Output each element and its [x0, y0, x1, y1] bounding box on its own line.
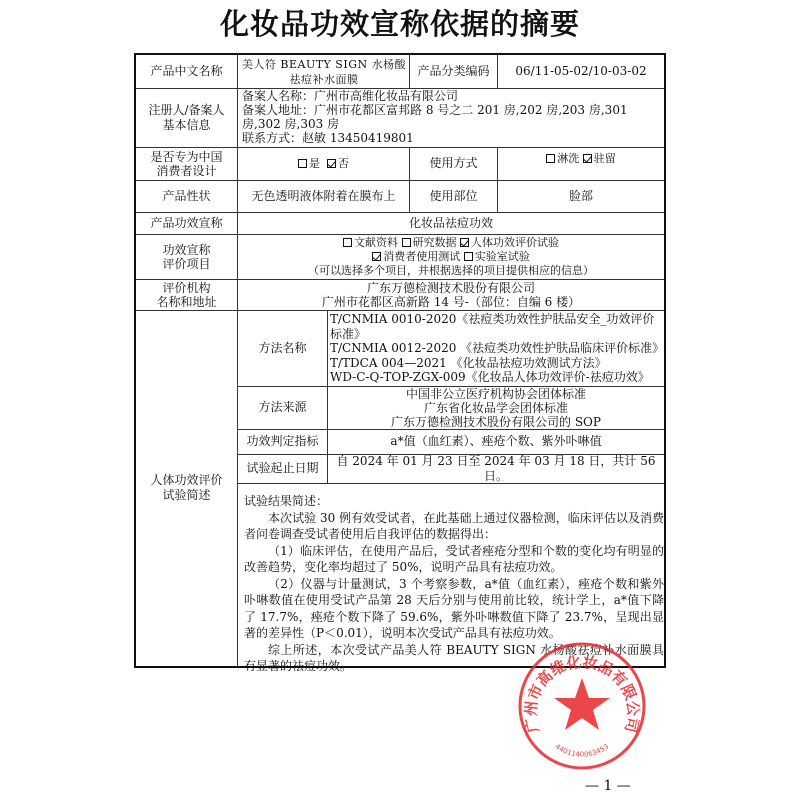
- value-product-form: 无色透明液体附着在膜布上: [251, 188, 396, 203]
- method-source-item: 中国非公立医疗机构协会团体标准: [405, 386, 586, 401]
- label-category-code: 产品分类编码: [417, 64, 490, 78]
- label-usage-method: 使用方式: [429, 156, 478, 170]
- label-human-trial-line1: 人体功效评价: [150, 473, 223, 487]
- label-china-design-line1: 是否专为中国: [150, 149, 223, 164]
- value-indicators: a*值（血红素）、痤疮个数、紫外卟啉值: [390, 434, 602, 448]
- checkbox-research-data[interactable]: [402, 236, 457, 249]
- checkbox-empty-icon: [402, 238, 411, 247]
- checkbox-human-trial[interactable]: [460, 236, 559, 249]
- checkbox-yes-label: 是: [309, 157, 320, 170]
- registrant-contact: 联系方式：赵敏 13450419801: [242, 131, 414, 145]
- method-source-list: [328, 386, 664, 429]
- evaluation-items-options: [238, 234, 664, 279]
- label-human-trial-line2: 试验简述: [162, 488, 211, 502]
- method-source-item: 广东省化妆品学会团体标准: [423, 400, 568, 415]
- checkbox-research-data-label: 研究数据: [412, 235, 457, 249]
- registrant-info: [242, 89, 662, 147]
- label-product-form: 产品性状: [162, 188, 211, 203]
- label-evaluation-items: [136, 234, 237, 279]
- value-efficacy-claim: 化妆品祛痘功效: [408, 215, 493, 230]
- value-product-name: 美人符 BEAUTY SIGN 水杨酸祛痘补水面膜: [241, 57, 407, 86]
- label-method-source: 方法来源: [258, 400, 307, 414]
- summary-paragraph: （2）仪器与计量测试，3 个考察参数，a*值（血红素），痤疮个数和紫外卟啉数值在使用受试产品第 28 天后分别与使用前比较，统计学上，a*值下降了 17.7%，痤疮个数下降了 59.6%，紫外卟啉数值下降了 23.7%，呈现出显著的差异性（P＜0.01），说明本次受试产品具有祛痘功效。: [244, 576, 664, 640]
- checkbox-empty-icon: [298, 159, 307, 168]
- method-name-item: WD-C-Q-TOP-ZGX-009《化妆品人体功效评价-祛痘功效》: [330, 370, 650, 385]
- label-institution-line1: 评价机构: [162, 280, 211, 295]
- label-registrant-line1: 注册人/备案人: [148, 102, 225, 117]
- label-institution: [136, 279, 237, 310]
- method-name-item: T/CNMIA 0010-2020《祛痘类功效性护肤品安全_功效评价标准》: [330, 312, 655, 341]
- checkbox-empty-icon: [546, 154, 555, 163]
- institution-info: [238, 279, 664, 310]
- label-china-design-line2: 消费者设计: [156, 163, 217, 178]
- svg-text:4401140063453: 4401140063453: [553, 742, 611, 759]
- checkbox-human-trial-label: 人体功效评价试验: [471, 235, 559, 249]
- checkbox-no-label: 否: [338, 157, 349, 170]
- checkbox-checked-icon: [372, 252, 381, 261]
- label-china-design: [136, 147, 237, 180]
- label-test-dates: 试验起止日期: [246, 461, 319, 475]
- label-indicators: 功效判定指标: [246, 434, 319, 448]
- label-registrant-line2: 基本信息: [162, 117, 211, 132]
- summary-paragraph: 综上所述，本次受试产品美人符 BEAUTY SIGN 水杨酸祛痘补水面膜具有显著的祛痘功效。: [244, 642, 664, 673]
- checkbox-consumer-test-label: 消费者使用测试: [383, 249, 461, 263]
- checkbox-checked-icon: [327, 159, 336, 168]
- summary-paragraph: （1）临床评估，在使用产品后，受试者痤疮分型和个数的变化均有明显的改善趋势，变化率均超过了 50%，说明产品具有祛痘功效。: [244, 543, 664, 574]
- label-usage-site: 使用部位: [429, 188, 478, 203]
- checkbox-empty-icon: [343, 238, 352, 247]
- label-method-name: 方法名称: [258, 340, 307, 355]
- checkbox-no[interactable]: [327, 156, 349, 171]
- checkbox-literature[interactable]: [343, 236, 398, 249]
- summary-table: [134, 53, 666, 673]
- label-product-name: 产品中文名称: [150, 64, 223, 78]
- evaluation-items-note: （可以选择多个项目，并根据选择的项目提供相应的信息）: [308, 263, 594, 277]
- label-efficacy-claim: 产品功效宣称: [150, 215, 223, 230]
- label-evaluation-items-line1: 功效宣称: [162, 242, 211, 257]
- company-seal-icon: [516, 640, 648, 772]
- summary-paragraph: 本次试验 30 例有效受试者，在此基础上通过仪器检测，临床评估以及消费者问卷调查受试者使用后自我评估的数据得出：: [244, 510, 664, 541]
- label-human-trial: [136, 310, 237, 666]
- institution-address: 广州市花都区高新路 14 号-（部位：自编 6 楼）: [321, 294, 581, 309]
- label-registrant: [136, 88, 237, 147]
- checkbox-literature-label: 文献资料: [354, 235, 398, 249]
- china-design-options: [238, 147, 409, 180]
- label-institution-line2: 名称和地址: [156, 294, 217, 309]
- document-title: 化妆品功效宣称依据的摘要: [219, 7, 580, 41]
- checkbox-rinse-off-label: 淋洗: [557, 151, 580, 165]
- institution-name: 广东万德检测技术股份有限公司: [366, 280, 535, 295]
- checkbox-rinse-off[interactable]: [546, 151, 579, 166]
- checkbox-lab-test-label: 实验室试验: [474, 249, 530, 263]
- method-source-item: 广东万德检测技术股份有限公司的 SOP: [391, 414, 601, 429]
- value-test-dates: 自 2024 年 01 月 23 日至 2024 年 03 月 18 日，共计 56 日。: [336, 453, 656, 483]
- registrant-name: 备案人名称：广州市高维化妆品有限公司: [242, 89, 459, 103]
- method-name-item: T/TDCA 004—2021 《化妆品祛痘功效测试方法》: [330, 355, 607, 370]
- checkbox-checked-icon: [583, 154, 592, 163]
- checkbox-checked-icon: [460, 238, 469, 247]
- method-name-list: [330, 311, 664, 386]
- page-number: — 1 —: [585, 778, 631, 794]
- value-category-code: 06/11-05-02/10-03-02: [515, 64, 647, 78]
- checkbox-empty-icon: [464, 252, 473, 261]
- label-evaluation-items-line2: 评价项目: [162, 256, 211, 271]
- method-name-item: T/CNMIA 0012-2020 《祛痘类功效性护肤品临床评价标准》: [330, 341, 665, 356]
- value-usage-site: 脸部: [568, 188, 593, 203]
- checkbox-consumer-test[interactable]: [372, 250, 460, 263]
- summary-heading: 试验结果简述：: [244, 494, 329, 508]
- usage-method-options: [498, 147, 664, 169]
- checkbox-yes[interactable]: [298, 156, 320, 171]
- svg-text:广州市高维化妆品有限公司: 广州市高维化妆品有限公司: [521, 652, 643, 735]
- checkbox-lab-test[interactable]: [464, 250, 530, 263]
- registrant-address: 备案人地址：广州市花都区富邦路 8 号之二 201 房,202 房,203 房,301 房,302 房,303 房: [242, 103, 628, 131]
- checkbox-leave-on-label: 驻留: [593, 151, 616, 165]
- checkbox-leave-on[interactable]: [583, 151, 616, 166]
